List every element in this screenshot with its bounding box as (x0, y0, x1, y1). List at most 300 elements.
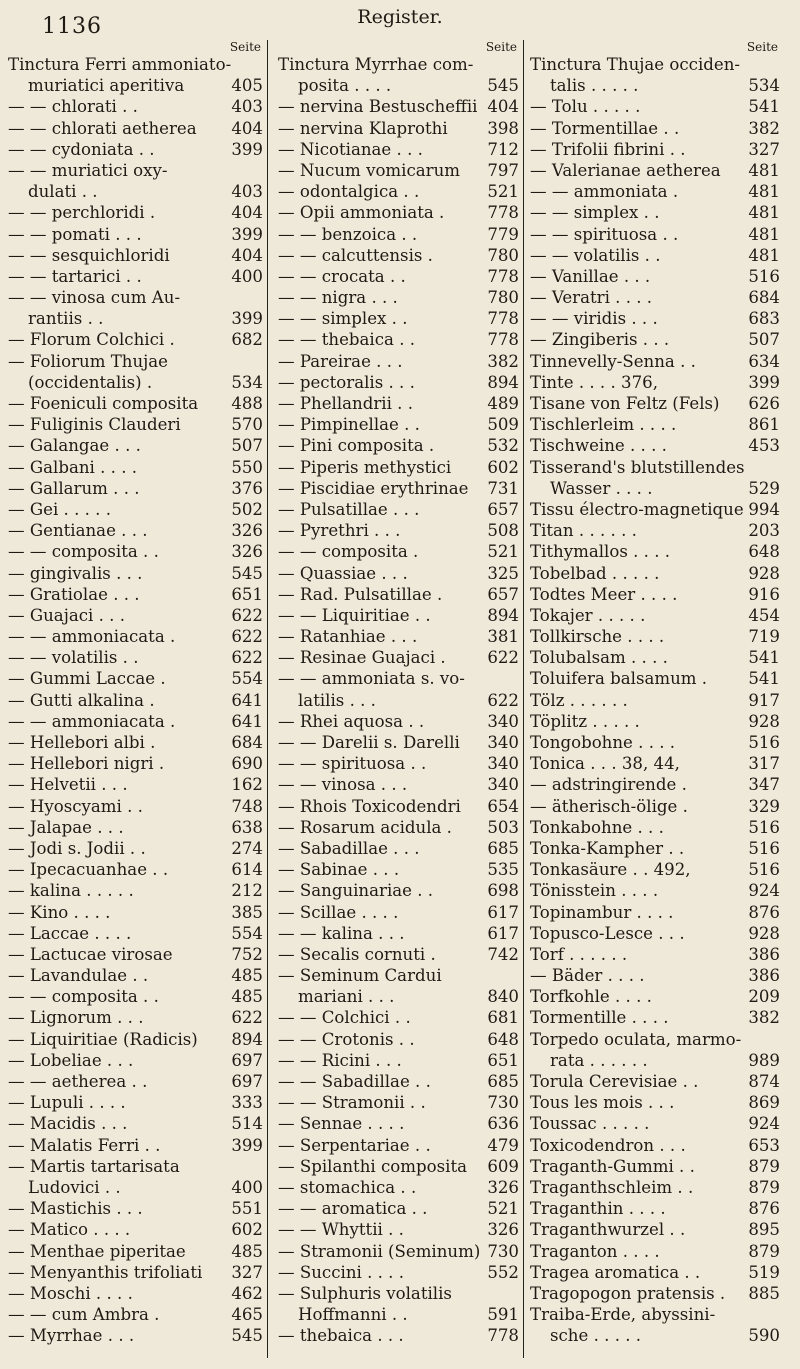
entry-page: 617 (487, 902, 519, 922)
index-entry (8, 393, 263, 414)
entry-page: 516 (748, 860, 780, 880)
entry-term: — Piscidiae erythrinae (278, 478, 469, 498)
entry-page: 690 (231, 754, 263, 774)
entry-term: — Galbani . . . . (8, 457, 138, 477)
entry-term: Torfkohle . . . . (530, 987, 652, 1007)
index-entry (530, 457, 780, 478)
index-entry (278, 1007, 519, 1028)
entry-page: 651 (231, 584, 263, 604)
entry-term: — — chlorati . . (8, 97, 138, 117)
index-entry (530, 986, 780, 1007)
index-entry (530, 520, 780, 541)
entry-term: Tithymallos . . . . (530, 542, 671, 562)
index-entry (278, 774, 519, 795)
entry-page: 657 (487, 499, 519, 519)
entry-term: — — ammoniacata . (8, 711, 176, 731)
index-entry (8, 435, 263, 456)
entry-term: Toussac . . . . . (530, 1114, 650, 1134)
entry-page: 507 (748, 330, 780, 350)
entry-page: 917 (748, 690, 780, 710)
entry-page: 516 (748, 838, 780, 858)
entry-page: 400 (231, 1177, 263, 1197)
index-entry (278, 202, 519, 223)
index-entry (530, 372, 780, 393)
index-entry (278, 732, 519, 753)
entry-page: 381 (487, 627, 519, 647)
entry-page: 879 (748, 1156, 780, 1176)
entry-page: 403 (231, 182, 263, 202)
index-entry (530, 393, 780, 414)
index-entry (278, 75, 519, 96)
index-column-2 (270, 40, 524, 1358)
entry-term: — Fuliginis Clauderi (8, 415, 181, 435)
index-entry (530, 711, 780, 732)
index-entry (278, 817, 519, 838)
entry-term: — Menthae piperitae (8, 1241, 186, 1261)
entry-term: — Macidis . . . (8, 1114, 128, 1134)
entry-page: 162 (231, 775, 263, 795)
entry-term: — Rhei aquosa . . (278, 711, 425, 731)
index-entry (278, 1241, 519, 1262)
entry-term: — Liquiritiae (Radicis) (8, 1029, 198, 1049)
entry-page: 209 (748, 987, 780, 1007)
entry-page: 634 (748, 351, 780, 371)
index-entry (8, 520, 263, 541)
index-entry (530, 1304, 780, 1325)
index-entry (530, 902, 780, 923)
entry-term: mariani . . . (298, 987, 395, 1007)
entry-term: — — muriatici oxy- (8, 160, 168, 180)
index-entry (8, 796, 263, 817)
index-entry (530, 605, 780, 626)
entry-page: 503 (487, 817, 519, 837)
entry-term: Toxicodendron . . . (530, 1135, 686, 1155)
entry-list (278, 54, 519, 1346)
entry-term: — — simplex . . (530, 203, 660, 223)
index-entry (530, 690, 780, 711)
entry-page: 730 (487, 1241, 519, 1261)
entry-term: Ludovici . . (28, 1177, 121, 1197)
entry-page: 590 (748, 1326, 780, 1346)
entry-page: 989 (748, 1050, 780, 1070)
index-entry (530, 499, 780, 520)
index-entry (278, 1113, 519, 1134)
entry-page: 626 (748, 394, 780, 413)
entry-page: 894 (231, 1029, 263, 1049)
entry-page: 465 (231, 1305, 263, 1325)
index-entry (278, 96, 519, 117)
entry-page: 684 (231, 733, 263, 752)
entry-term: — — Ricini . . . (278, 1050, 402, 1070)
entry-term: — Gutti alkalina . (8, 690, 155, 710)
entry-page: 399 (231, 224, 263, 244)
entry-page: 317 (748, 754, 780, 774)
entry-page: 719 (748, 627, 780, 647)
entry-page: 778 (487, 309, 519, 329)
entry-term: — Pulsatillae . . . (278, 499, 420, 519)
entry-page: 876 (748, 902, 780, 922)
index-entry (8, 711, 263, 732)
entry-term: — Hellebori nigri . (8, 754, 165, 774)
entry-term: — — cum Ambra . (8, 1305, 160, 1325)
entry-term: — Pimpinellae . . (278, 415, 420, 435)
entry-page: 928 (748, 563, 780, 583)
entry-term: Traganthwurzel . . (530, 1220, 686, 1240)
entry-term: Hoffmanni . . (298, 1305, 408, 1325)
entry-term: — Tolu . . . . . (530, 97, 641, 117)
index-entry (8, 1177, 263, 1198)
index-entry (530, 753, 780, 774)
entry-term: — Helvetii . . . (8, 775, 128, 795)
entry-page: 731 (487, 478, 519, 498)
entry-term: — Gratiolae . . . (8, 584, 140, 604)
index-entry (8, 457, 263, 478)
entry-page: 399 (231, 139, 263, 159)
entry-page: 697 (231, 1072, 263, 1091)
index-entry (278, 181, 519, 202)
entry-page: 869 (748, 1093, 780, 1113)
index-entry (278, 668, 519, 689)
index-entry (8, 732, 263, 753)
entry-page: 653 (748, 1135, 780, 1155)
index-entry (8, 266, 263, 287)
entry-page: 340 (487, 711, 519, 731)
index-entry (8, 1007, 263, 1028)
entry-term: posita . . . . (298, 76, 392, 96)
entry-page: 534 (748, 76, 780, 96)
entry-term: — Zingiberis . . . (530, 330, 670, 350)
index-entry (278, 838, 519, 859)
index-entry (8, 923, 263, 944)
entry-term: Tinte . . . . 376, (530, 372, 658, 392)
entry-term: — — perchloridi . (8, 203, 156, 223)
entry-term: — Sennae . . . . (278, 1114, 405, 1134)
entry-term: — gingivalis . . . (8, 563, 143, 583)
entry-term: — Sabadillae . . . (278, 838, 420, 858)
entry-term: (occidentalis) . (28, 372, 153, 392)
index-entry (278, 520, 519, 541)
entry-page: 648 (487, 1029, 519, 1049)
entry-page: 274 (231, 838, 263, 858)
entry-page: 326 (487, 1220, 519, 1240)
entry-term: — kalina . . . . . (8, 881, 134, 901)
index-entry (8, 880, 263, 901)
index-entry (530, 1135, 780, 1156)
index-entry (8, 1135, 263, 1156)
entry-page: 797 (487, 160, 519, 180)
entry-term: — Menyanthis trifoliati (8, 1262, 203, 1282)
entry-term: — Sulphuris volatilis (278, 1283, 452, 1303)
entry-page: 622 (487, 648, 519, 668)
entry-term: — — composita . . (8, 542, 159, 562)
entry-term: — — aetherea . . (8, 1072, 148, 1091)
entry-page: 876 (748, 1199, 780, 1219)
entry-term: — — tartarici . . (8, 266, 142, 286)
entry-term: rata . . . . . . (550, 1050, 648, 1070)
entry-term: — Mastichis . . . (8, 1199, 143, 1219)
entry-page: 916 (748, 584, 780, 604)
entry-page: 874 (748, 1072, 780, 1091)
index-entry (278, 457, 519, 478)
index-entry (8, 584, 263, 605)
entry-term: — — ammoniata s. vo- (278, 669, 465, 689)
entry-term: — Valerianae aetherea (530, 160, 721, 180)
index-entry (8, 541, 263, 562)
index-entry (8, 838, 263, 859)
entry-page: 541 (748, 669, 780, 689)
index-entry (530, 584, 780, 605)
index-entry (278, 287, 519, 308)
entry-page: 780 (487, 288, 519, 308)
entry-term: — Pareirae . . . (278, 351, 403, 371)
entry-page: 602 (231, 1220, 263, 1240)
index-entry (8, 372, 263, 393)
index-entry (530, 1029, 780, 1050)
entry-page: 840 (487, 987, 519, 1007)
entry-page: 894 (487, 372, 519, 392)
entry-page: 376 (231, 478, 263, 498)
entry-page: 399 (231, 1135, 263, 1155)
index-entry (8, 563, 263, 584)
entry-page: 327 (748, 139, 780, 159)
entry-page: 622 (487, 690, 519, 710)
entry-term: — Bäder . . . . (530, 966, 645, 986)
entry-term: Torf . . . . . . (530, 944, 628, 964)
entry-page: 602 (487, 457, 519, 477)
entry-page: 730 (487, 1093, 519, 1113)
entry-page: 638 (231, 817, 263, 837)
entry-term: — Rosarum acidula . (278, 817, 452, 837)
index-entry (530, 647, 780, 668)
index-entry (278, 139, 519, 160)
index-entry (530, 414, 780, 435)
entry-term: — Lobeliae . . . (8, 1050, 134, 1070)
entry-page: 779 (487, 224, 519, 244)
index-entry (530, 838, 780, 859)
entry-term: — Secalis cornuti . (278, 944, 436, 964)
index-entry (530, 351, 780, 372)
index-entry (8, 478, 263, 499)
entry-term: — — kalina . . . (278, 923, 405, 943)
entry-term: rantiis . . (28, 309, 104, 329)
entry-page: 636 (487, 1114, 519, 1134)
index-columns (8, 40, 788, 1360)
entry-term: — Florum Colchici . (8, 330, 175, 350)
entry-term: — Veratri . . . . (530, 288, 653, 308)
entry-page: 340 (487, 754, 519, 774)
index-entry (8, 181, 263, 202)
index-entry (530, 1325, 780, 1346)
index-entry (8, 1241, 263, 1262)
entry-term: Tragopogon pratensis . (530, 1283, 726, 1303)
entry-term: — thebaica . . . (278, 1326, 404, 1346)
entry-term: Titan . . . . . . (530, 521, 637, 541)
entry-page: 742 (487, 944, 519, 964)
entry-page: 382 (748, 118, 780, 138)
entry-term: — — Stramonii . . (278, 1093, 426, 1113)
page-number: 1136 (42, 14, 102, 39)
index-entry (530, 118, 780, 139)
index-entry (8, 944, 263, 965)
entry-term: — Nucum vomicarum (278, 160, 461, 180)
index-entry (530, 329, 780, 350)
entry-term: — nervina Bestuscheffii (278, 97, 478, 117)
entry-term: — Hyoscyami . . (8, 796, 143, 816)
index-entry (278, 1071, 519, 1092)
index-entry (8, 160, 263, 181)
index-entry (530, 626, 780, 647)
index-entry (530, 266, 780, 287)
entry-page: 479 (487, 1135, 519, 1155)
entry-term: — — chlorati aetherea (8, 118, 197, 138)
index-entry (8, 329, 263, 350)
entry-term: Torpedo oculata, marmo- (530, 1029, 742, 1049)
entry-page: 554 (231, 923, 263, 943)
entry-term: — — spirituosa . . (278, 754, 427, 774)
entry-page: 385 (231, 902, 263, 922)
entry-term: — odontalgica . . (278, 182, 420, 202)
entry-page: 485 (231, 966, 263, 986)
entry-page: 924 (748, 1114, 780, 1134)
entry-page: 698 (487, 881, 519, 901)
entry-term: — Rhois Toxicodendri (278, 796, 461, 816)
entry-page: 541 (748, 97, 780, 117)
index-entry (530, 139, 780, 160)
entry-list (8, 54, 263, 1346)
entry-term: Traganthschleim . . (530, 1177, 694, 1197)
index-entry (278, 647, 519, 668)
entry-page: 399 (231, 309, 263, 329)
index-entry (278, 478, 519, 499)
index-entry (530, 541, 780, 562)
entry-term: — Jodi s. Jodii . . (8, 838, 146, 858)
entry-page: 481 (748, 203, 780, 223)
entry-page: 514 (231, 1114, 263, 1134)
entry-page: 404 (487, 97, 519, 117)
entry-term: — Lavandulae . . (8, 966, 149, 986)
entry-term: — Trifolii fibrini . . (530, 139, 686, 159)
index-entry (530, 1241, 780, 1262)
entry-term: — Pyrethri . . . (278, 521, 401, 541)
entry-term: — Malatis Ferri . . (8, 1135, 161, 1155)
index-entry (8, 605, 263, 626)
entry-page: 879 (748, 1177, 780, 1197)
entry-term: — Ratanhiae . . . (278, 627, 418, 647)
entry-page: 481 (748, 182, 780, 202)
entry-term: — Moschi . . . . (8, 1283, 133, 1303)
entry-page: 404 (231, 203, 263, 223)
entry-page: 404 (231, 118, 263, 138)
entry-term: Tormentille . . . . (530, 1008, 669, 1028)
entry-page: 521 (487, 182, 519, 202)
entry-term: Tischweine . . . . (530, 436, 667, 456)
entry-term: Todtes Meer . . . . (530, 584, 678, 604)
entry-page: 386 (748, 944, 780, 964)
entry-page: 614 (231, 860, 263, 880)
index-entry (278, 626, 519, 647)
index-entry (8, 308, 263, 329)
column-header: Seite (485, 40, 517, 54)
entry-term: — — volatilis . . (530, 245, 661, 265)
entry-page: 545 (487, 76, 519, 96)
index-entry (278, 859, 519, 880)
entry-page: 552 (487, 1262, 519, 1282)
index-entry (530, 478, 780, 499)
entry-page: 681 (487, 1008, 519, 1028)
index-entry (8, 1113, 263, 1134)
entry-page: 516 (748, 733, 780, 752)
entry-page: 507 (231, 436, 263, 456)
entry-page: 591 (487, 1305, 519, 1325)
entry-page: 481 (748, 224, 780, 244)
index-entry (530, 1219, 780, 1240)
index-entry (278, 1029, 519, 1050)
index-entry (8, 1283, 263, 1304)
index-entry (530, 923, 780, 944)
entry-term: — — spirituosa . . (530, 224, 679, 244)
index-entry (8, 774, 263, 795)
index-entry (278, 711, 519, 732)
entry-term: latilis . . . (298, 690, 376, 710)
index-entry (8, 1156, 263, 1177)
entry-list (530, 54, 780, 1346)
entry-term: — — aromatica . . (278, 1199, 428, 1219)
index-entry (530, 1177, 780, 1198)
entry-term: — Foeniculi composita (8, 394, 199, 413)
entry-term: Tisane von Feltz (Fels) (530, 394, 720, 413)
entry-page: 778 (487, 1326, 519, 1346)
entry-term: — Lignorum . . . (8, 1008, 144, 1028)
entry-page: 509 (487, 415, 519, 435)
entry-term: — Gentianae . . . (8, 521, 148, 541)
entry-page: 329 (748, 796, 780, 816)
entry-term: — Vanillae . . . (530, 266, 651, 286)
index-entry (278, 753, 519, 774)
entry-page: 347 (748, 775, 780, 795)
index-entry (278, 796, 519, 817)
index-column-3 (526, 40, 784, 1358)
index-entry (8, 287, 263, 308)
index-entry (530, 308, 780, 329)
index-entry (530, 435, 780, 456)
index-entry (278, 118, 519, 139)
index-entry (530, 944, 780, 965)
entry-page: 382 (487, 351, 519, 371)
entry-page: 885 (748, 1283, 780, 1303)
entry-page: 622 (231, 627, 263, 647)
entry-term: — — simplex . . (278, 309, 408, 329)
entry-term: Tinctura Ferri ammoniato- (8, 55, 232, 74)
entry-term: Traganth-Gummi . . (530, 1156, 695, 1176)
index-entry (8, 626, 263, 647)
index-entry (530, 668, 780, 689)
entry-page: 212 (231, 881, 263, 901)
index-entry (8, 647, 263, 668)
index-entry (278, 1092, 519, 1113)
running-head: Register. (357, 6, 443, 28)
entry-term: muriatici aperitiva (28, 76, 185, 96)
index-entry (278, 1050, 519, 1071)
entry-term: Traganton . . . . (530, 1241, 660, 1261)
index-entry (8, 690, 263, 711)
index-entry (278, 372, 519, 393)
index-entry (530, 965, 780, 986)
index-entry (278, 54, 519, 75)
entry-page: 454 (748, 605, 780, 625)
entry-page: 778 (487, 266, 519, 286)
index-entry (278, 563, 519, 584)
entry-term: — Gallarum . . . (8, 478, 140, 498)
